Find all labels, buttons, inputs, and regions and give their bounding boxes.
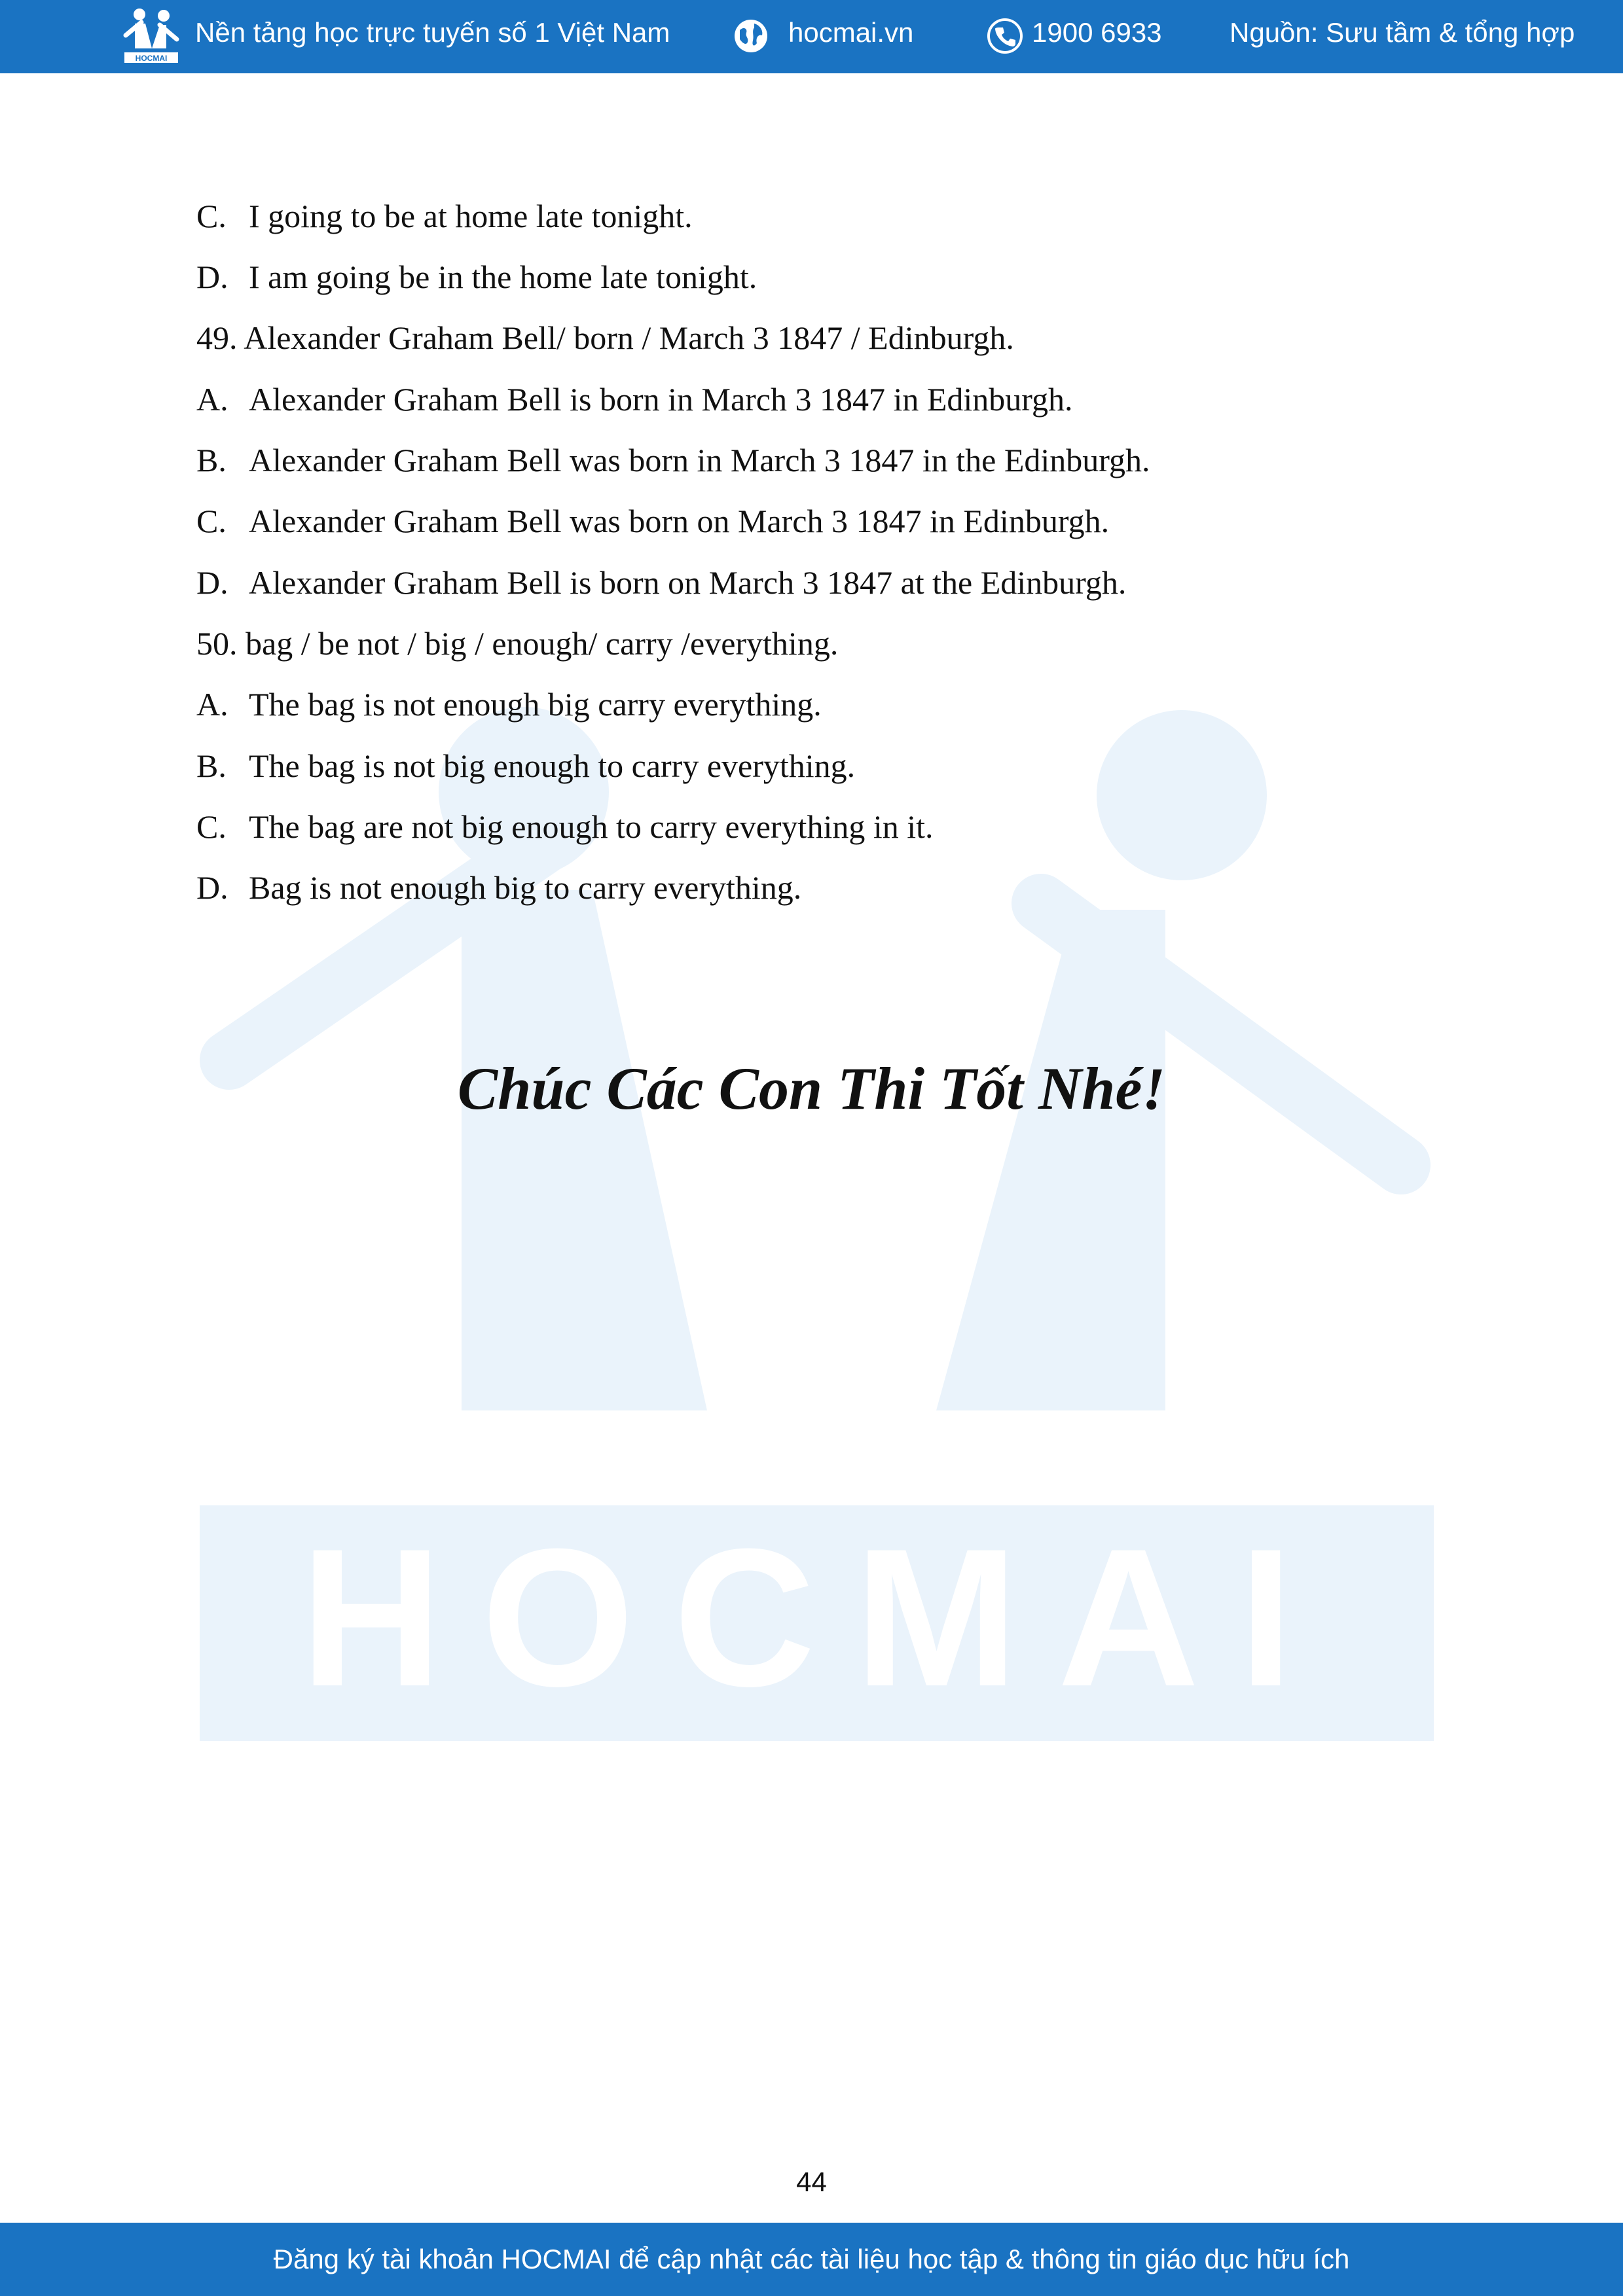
option-text: I going to be at home late tonight.	[249, 198, 693, 234]
option-line	[196, 746, 855, 785]
option-text: The bag is not enough big carry everything.	[249, 686, 822, 723]
option-line	[196, 257, 757, 296]
page-footer	[0, 2223, 1623, 2296]
option-text: I am going be in the home late tonight.	[249, 259, 757, 295]
header-website-link[interactable]: hocmai.vn	[788, 17, 914, 48]
option-line	[196, 807, 934, 846]
option-letter: C.	[196, 198, 227, 234]
option-letter: A.	[196, 381, 228, 418]
option-text: Alexander Graham Bell was born on March 3 1847 in Edinburgh.	[249, 503, 1110, 539]
option-text: Alexander Graham Bell is born in March 3 1847 in Edinburgh.	[249, 381, 1073, 418]
option-line	[196, 563, 1126, 602]
option-line	[196, 196, 693, 236]
globe-icon	[732, 17, 770, 55]
option-line	[196, 868, 801, 907]
header-source: Nguồn: Sưu tầm & tổng hợp	[1230, 17, 1575, 48]
option-letter: D.	[196, 259, 228, 295]
page-header	[0, 0, 1623, 73]
option-text: The bag are not big enough to carry everything in it.	[249, 808, 934, 845]
option-letter: A.	[196, 686, 228, 723]
option-line	[196, 685, 822, 724]
option-letter: B.	[196, 442, 227, 478]
hocmai-logo	[122, 5, 181, 65]
closing-message: Chúc Các Con Thi Tốt Nhé!	[457, 1055, 1166, 1122]
question-prompt-text: 50. bag / be not / big / enough/ carry /everything.	[196, 625, 839, 662]
option-line	[196, 380, 1073, 419]
footer-text[interactable]: Đăng ký tài khoản HOCMAI để cập nhật các tài liệu học tập & thông tin giáo dục hữu ích	[273, 2244, 1350, 2274]
logo-text: HOCMAI	[135, 54, 168, 63]
option-letter: C.	[196, 503, 227, 539]
option-letter: D.	[196, 869, 228, 906]
option-line	[196, 440, 1150, 480]
option-text: Alexander Graham Bell was born in March 3 1847 in the Edinburgh.	[249, 442, 1150, 478]
option-line	[196, 501, 1109, 541]
option-text: Bag is not enough big to carry everything.	[249, 869, 802, 906]
option-letter: D.	[196, 564, 228, 601]
option-text: The bag is not big enough to carry everything.	[249, 747, 856, 784]
option-letter: C.	[196, 808, 227, 845]
question-prompt	[196, 624, 838, 663]
header-tagline: Nền tảng học trực tuyến số 1 Việt Nam	[195, 17, 670, 48]
question-prompt	[196, 318, 1014, 357]
header-phone[interactable]: 1900 6933	[1032, 17, 1162, 48]
option-letter: B.	[196, 747, 227, 784]
page-number: 44	[796, 2166, 827, 2197]
option-text: Alexander Graham Bell is born on March 3 1847 at the Edinburgh.	[249, 564, 1127, 601]
phone-icon	[986, 17, 1024, 55]
question-prompt-text: 49. Alexander Graham Bell/ born / March 3 1847 / Edinburgh.	[196, 319, 1014, 356]
watermark-text: HOCMAI	[300, 1507, 1333, 1727]
